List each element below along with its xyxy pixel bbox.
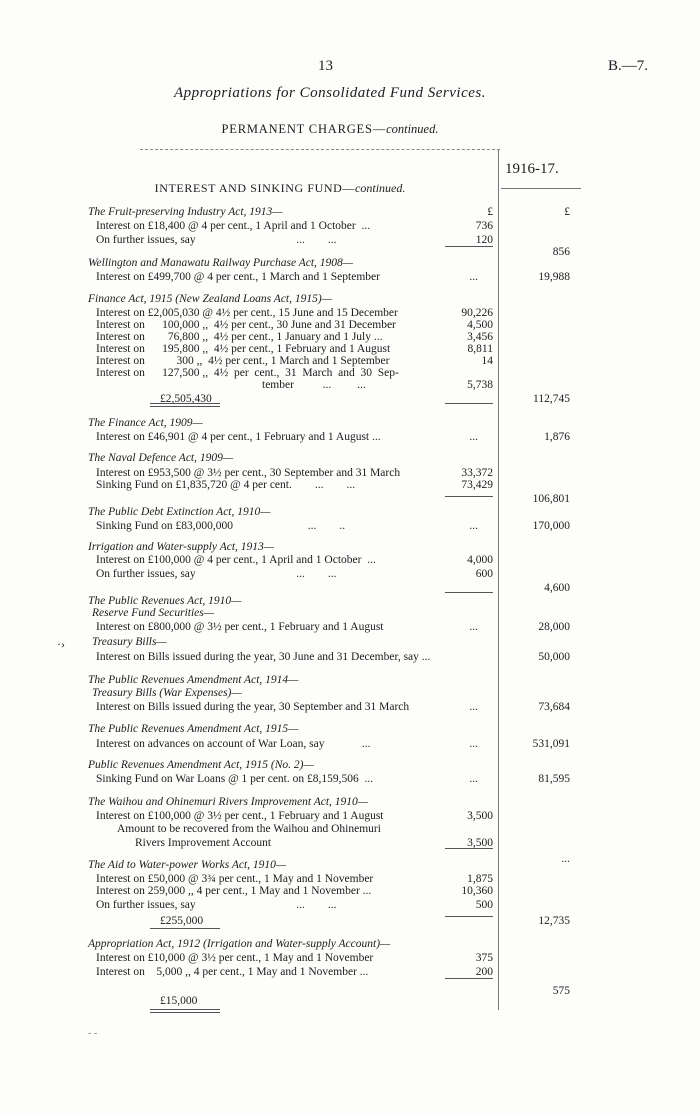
- line-text: Interest on £46,901 @ 4 per cent., 1 February and 1 August ...: [96, 431, 381, 443]
- ledger-line: [0, 884, 700, 898]
- leader-dots: ...: [469, 431, 478, 443]
- sum-rule: [445, 916, 493, 917]
- ledger-line: [0, 673, 700, 687]
- total-amount: £255,000: [160, 915, 204, 927]
- line-text: Interest on 300 ,, 4½ per cent., 1 March and 1 September: [96, 355, 390, 367]
- appropriation-amount: 19,988: [538, 271, 570, 283]
- line-text: Rivers Improvement Account: [135, 837, 272, 849]
- act-heading: The Public Revenues Amendment Act, 1915—: [88, 723, 299, 735]
- act-heading: Treasury Bills (War Expenses)—: [92, 687, 242, 699]
- appropriation-amount: 531,091: [532, 738, 570, 750]
- ledger-line: [0, 822, 700, 836]
- section-heading: [0, 181, 560, 196]
- appropriation-amount: 106,801: [532, 493, 570, 505]
- ledger-line: [0, 795, 700, 809]
- appropriation-amount: 170,000: [532, 520, 570, 532]
- ledger-line: [0, 686, 700, 700]
- leader-dots: ...: [469, 621, 478, 633]
- ledger-line: [0, 914, 700, 928]
- leader-dots: ...: [469, 773, 478, 785]
- ledger-line: [0, 256, 700, 270]
- detail-amount: 3,456: [467, 331, 493, 343]
- sum-rule: [445, 496, 493, 497]
- detail-amount: 600: [475, 568, 493, 580]
- detail-amount: 3,500: [467, 837, 493, 849]
- appropriation-amount: £: [564, 206, 570, 218]
- leader-dots: ...: [469, 738, 478, 750]
- subtitle-main: PERMANENT CHARGES—: [221, 122, 387, 136]
- act-heading: The Public Revenues Amendment Act, 1914—: [88, 674, 299, 686]
- act-heading: Public Revenues Amendment Act, 1915 (No. 2)—: [88, 759, 314, 771]
- appropriation-amount: 28,000: [538, 621, 570, 633]
- line-text: Interest on Bills issued during the year, 30 June and 31 December, say ...: [96, 651, 431, 663]
- ledger-line: [0, 219, 700, 233]
- ledger-line: [0, 430, 700, 444]
- ledger-line: [0, 635, 700, 649]
- detail-amount: 8,811: [467, 343, 493, 355]
- appropriation-amount: 50,000: [538, 651, 570, 663]
- appropriation-amount: 575: [552, 985, 570, 997]
- ledger-line: [0, 205, 700, 219]
- detail-amount: 14: [481, 355, 493, 367]
- ledger-line: [0, 836, 700, 850]
- subtitle-continued: continued.: [386, 122, 439, 136]
- act-heading: The Public Debt Extinction Act, 1910—: [88, 506, 271, 518]
- line-text: Sinking Fund on £83,000,000 ... ..: [96, 520, 346, 532]
- detail-amount: 4,000: [467, 554, 493, 566]
- line-text: Interest on 76,800 ,, 4½ per cent., 1 January and 1 July ...: [96, 331, 383, 343]
- detail-amount: 200: [475, 966, 493, 978]
- act-heading: Appropriation Act, 1912 (Irrigation and Water-supply Account)—: [88, 938, 391, 950]
- detail-amount: 90,226: [461, 307, 493, 319]
- detail-amount: 1,875: [467, 873, 493, 885]
- document-reference: B.—7.: [608, 58, 649, 74]
- ledger-line: [0, 606, 700, 620]
- ledger-line: [0, 758, 700, 772]
- ledger-line: [0, 898, 700, 912]
- page-subtitle: [0, 122, 660, 137]
- detail-amount: 120: [475, 234, 493, 246]
- line-text: Interest on 100,000 ,, 4½ per cent., 30 June and 31 December: [96, 319, 396, 331]
- act-heading: Wellington and Manawatu Railway Purchase Act, 1908—: [88, 257, 354, 269]
- sum-rule: [150, 1012, 220, 1013]
- line-text: Interest on 259,000 ,, 4 per cent., 1 May and 1 November ...: [96, 885, 372, 897]
- appropriation-amount: 12,735: [538, 915, 570, 927]
- ledger-line: [0, 519, 700, 533]
- line-text: tember ... ...: [262, 379, 366, 391]
- ledger-line: [0, 700, 700, 714]
- column-header-year: 1916-17.: [505, 161, 559, 177]
- sum-rule: [150, 928, 220, 929]
- appropriation-amount: 856: [552, 246, 570, 258]
- page-number: 13: [318, 58, 333, 74]
- ledger-line: [0, 292, 700, 306]
- ledger-line: [0, 492, 700, 506]
- line-text: Interest on 5,000 ,, 4 per cent., 1 May and 1 November ...: [96, 966, 369, 978]
- ledger-line: [0, 451, 700, 465]
- act-heading: The Public Revenues Act, 1910—: [88, 595, 242, 607]
- ledger-line: [0, 951, 700, 965]
- ledger-line: [0, 620, 700, 634]
- margin-mark: ·›: [57, 637, 65, 651]
- line-text: Sinking Fund on £1,835,720 @ 4 per cent. ... ...: [96, 479, 356, 491]
- appropriation-amount: 1,876: [544, 431, 570, 443]
- sum-rule: [150, 406, 220, 407]
- line-text: Interest on 195,800 ,, 4½ per cent., 1 February and 1 August: [96, 343, 391, 355]
- act-heading: The Waihou and Ohinemuri Rivers Improvement Act, 1910—: [88, 796, 369, 808]
- line-text: Sinking Fund on War Loans @ 1 per cent. on £8,159,506 ...: [96, 773, 374, 785]
- ledger-line: [0, 505, 700, 519]
- ledger-line: [0, 378, 700, 392]
- ledger-line: [0, 937, 700, 951]
- line-text: Interest on £953,500 @ 3½ per cent., 30 September and 31 March: [96, 467, 401, 479]
- header-rule: [140, 149, 500, 150]
- line-text: Interest on Bills issued during the year, 30 September and 31 March: [96, 701, 410, 713]
- detail-amount: 10,360: [461, 885, 493, 897]
- line-text: Interest on £499,700 @ 4 per cent., 1 March and 1 September: [96, 271, 380, 283]
- leader-dots: ...: [469, 701, 478, 713]
- ledger-line: [0, 965, 700, 979]
- ledger-line: [0, 478, 700, 492]
- ledger-line: [0, 722, 700, 736]
- sum-rule: [445, 246, 493, 247]
- detail-amount: 736: [475, 220, 493, 232]
- ledger-line: [0, 772, 700, 786]
- sum-rule: [445, 848, 493, 849]
- section-continued: continued.: [355, 181, 406, 195]
- appropriation-amount: 73,684: [538, 701, 570, 713]
- total-amount: £15,000: [160, 995, 198, 1007]
- act-heading: Irrigation and Water-supply Act, 1913—: [88, 541, 275, 553]
- line-text: Interest on £18,400 @ 4 per cent., 1 April and 1 October ...: [96, 220, 371, 232]
- ledger-line: [0, 540, 700, 554]
- ledger-line: [0, 581, 700, 595]
- leader-dots: ...: [469, 520, 478, 532]
- ledger-line: [0, 270, 700, 284]
- ledger-line: [0, 809, 700, 823]
- detail-amount: 5,738: [467, 379, 493, 391]
- line-text: Interest on £100,000 @ 3½ per cent., 1 February and 1 August: [96, 810, 384, 822]
- ledger-line: [0, 567, 700, 581]
- section-main: INTEREST AND SINKING FUND—: [154, 181, 356, 195]
- act-heading: Reserve Fund Securities—: [92, 607, 214, 619]
- line-text: Amount to be recovered from the Waihou and Ohinemuri: [117, 823, 381, 835]
- line-text: Interest on £10,000 @ 3½ per cent., 1 May and 1 November: [96, 952, 374, 964]
- detail-amount: 73,429: [461, 479, 493, 491]
- act-heading: Finance Act, 1915 (New Zealand Loans Act, 1915)—: [88, 293, 332, 305]
- act-heading: The Finance Act, 1909—: [88, 417, 203, 429]
- sum-rule: [445, 978, 493, 979]
- detail-amount: 375: [475, 952, 493, 964]
- sum-rule: [445, 592, 493, 593]
- ledger-line: [0, 392, 700, 406]
- ledger-line: [0, 416, 700, 430]
- ledger-line: [0, 650, 700, 664]
- appropriation-amount: 4,600: [544, 582, 570, 594]
- line-text: On further issues, say ... ...: [96, 568, 337, 580]
- detail-amount: £: [487, 206, 493, 218]
- appropriation-amount: ...: [561, 853, 570, 865]
- ledger-line: [0, 994, 700, 1008]
- leader-dots: ...: [469, 271, 478, 283]
- line-text: Interest on 127,500 ,, 4½ per cent., 31 March and 30 Sep-: [96, 367, 399, 379]
- sum-rule: [445, 403, 493, 404]
- ledger-line: [0, 858, 700, 872]
- line-text: Interest on advances on account of War Loan, say ...: [96, 738, 371, 750]
- page-title: Appropriations for Consolidated Fund Services.: [173, 85, 486, 101]
- act-heading: The Naval Defence Act, 1909—: [88, 452, 234, 464]
- detail-amount: 500: [475, 899, 493, 911]
- act-heading: The Aid to Water-power Works Act, 1910—: [88, 859, 287, 871]
- detail-amount: 4,500: [467, 319, 493, 331]
- line-text: On further issues, say ... ...: [96, 234, 337, 246]
- line-text: On further issues, say ... ...: [96, 899, 337, 911]
- act-heading: The Fruit-preserving Industry Act, 1913—: [88, 206, 283, 218]
- sum-rule: [150, 403, 220, 404]
- sum-rule: [150, 1009, 220, 1010]
- line-text: Interest on £2,005,030 @ 4½ per cent., 15 June and 15 December: [96, 307, 398, 319]
- detail-amount: 3,500: [467, 810, 493, 822]
- appropriation-amount: 81,595: [538, 773, 570, 785]
- act-heading: Treasury Bills—: [92, 636, 167, 648]
- line-text: Interest on £800,000 @ 3½ per cent., 1 February and 1 August: [96, 621, 384, 633]
- line-text: Interest on £50,000 @ 3¾ per cent., 1 May and 1 November: [96, 873, 374, 885]
- appropriation-amount: 112,745: [533, 393, 570, 405]
- line-text: Interest on £100,000 @ 4 per cent., 1 April and 1 October ...: [96, 554, 376, 566]
- footer-mark: - -: [88, 1028, 98, 1039]
- ledger-line: [0, 553, 700, 567]
- detail-amount: 33,372: [461, 467, 493, 479]
- total-amount: £2,505,430: [160, 393, 212, 405]
- ledger-line: [0, 737, 700, 751]
